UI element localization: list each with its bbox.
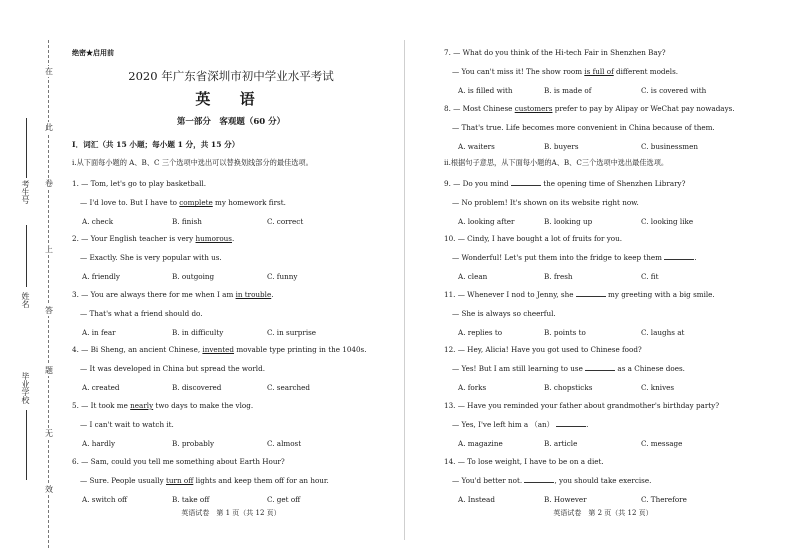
answer-option[interactable]: A. created — [82, 383, 120, 392]
question-text: 8. — Most Chinese — [444, 104, 515, 113]
page-1 — [72, 0, 390, 560]
instruction-2: ii.根据句子意思，从下面每小题的A、B、C三个选项中选出最佳选项。 — [444, 158, 669, 167]
underlined-word: humorous — [195, 234, 232, 243]
reply-text: — You'd better not. — [452, 476, 525, 485]
page-2 — [444, 0, 756, 560]
answer-option[interactable]: A. magazine — [458, 439, 503, 448]
binding-char: 效 — [45, 485, 53, 494]
underlined-word: is full of — [584, 67, 614, 76]
answer-option[interactable]: A. hardly — [82, 439, 116, 448]
question-stem — [444, 401, 719, 410]
question-stem — [72, 179, 206, 188]
question-reply — [80, 476, 329, 485]
answer-option[interactable]: C. message — [641, 439, 683, 448]
answer-blank — [664, 253, 697, 262]
question-reply — [452, 364, 685, 373]
question-stem — [72, 345, 367, 354]
question-reply — [452, 476, 651, 485]
question-text: 12. — Hey, Alicia! Have you got used to Chinese food? — [444, 345, 642, 354]
answer-option[interactable]: A. forks — [458, 383, 487, 392]
question-text: prefer to pay by Alipay or WeChat pay nowadays. — [552, 104, 735, 113]
question-stem — [444, 179, 685, 188]
reply-text: — She is always so cheerful. — [452, 309, 556, 318]
reply-text: — Sure. People usually — [80, 476, 166, 485]
question-reply — [80, 253, 222, 262]
page-2-footer: 英语试卷 第 2 页（共 12 页） — [553, 509, 653, 517]
question-reply — [452, 123, 715, 132]
question-stem — [72, 457, 285, 466]
question-stem — [72, 401, 253, 410]
page-divider — [404, 40, 405, 540]
answer-option[interactable]: A. is filled with — [458, 86, 513, 95]
answer-option[interactable]: C. looking like — [641, 217, 694, 226]
exam-title: 2020 年广东省深圳市初中学业水平考试 — [128, 69, 334, 83]
reply-text: my homework first. — [212, 198, 286, 207]
binding-dashed-line — [48, 40, 49, 548]
binding-char: 题 — [45, 366, 53, 375]
underlined-word: nearly — [130, 401, 154, 410]
answer-option[interactable]: B. article — [544, 439, 578, 448]
question-stem — [444, 48, 666, 57]
reply-text: . — [694, 253, 697, 262]
answer-option[interactable]: A. check — [82, 217, 114, 226]
page-1-footer: 英语试卷 第 1 页（共 12 页） — [181, 509, 281, 517]
question-text: two days to make the vlog. — [153, 401, 254, 410]
answer-option[interactable]: B. in difficulty — [172, 328, 224, 337]
reply-text: , you should take exercise. — [554, 476, 652, 485]
question-text: 11. — Whenever I nod to Jenny, she — [444, 290, 576, 299]
answer-option[interactable]: C. funny — [267, 272, 298, 281]
underlined-word: invented — [202, 345, 235, 354]
answer-option[interactable]: B. chopsticks — [544, 383, 593, 392]
question-text: 3. — You are always there for me when I am — [72, 290, 236, 299]
question-stem — [444, 104, 735, 113]
question-stem — [444, 345, 642, 354]
answer-option[interactable]: A. looking after — [458, 217, 515, 226]
question-reply — [80, 309, 203, 318]
answer-option[interactable]: B. buyers — [544, 142, 579, 151]
answer-option[interactable]: B. points to — [544, 328, 586, 337]
answer-option[interactable]: C. laughs at — [641, 328, 685, 337]
question-text: 4. — Bi Sheng, an ancient Chinese, — [72, 345, 203, 354]
answer-option[interactable]: A. waiters — [458, 142, 495, 151]
question-text: 5. — It took me — [72, 401, 131, 410]
answer-option[interactable]: B. discovered — [172, 383, 222, 392]
answer-blank — [556, 420, 589, 429]
answer-option[interactable]: A. friendly — [82, 272, 120, 281]
reply-text: as a Chinese does. — [615, 364, 685, 373]
reply-text: — Yes! But I am still learning to use — [452, 364, 586, 373]
section-heading: Ⅰ．词汇（共 15 小题；每小题 1 分，共 15 分） — [72, 140, 240, 149]
exam-no-line — [26, 118, 27, 178]
part-heading: 第一部分 客观题（60 分） — [176, 117, 286, 127]
reply-text: — You can't miss it! The show room — [452, 67, 585, 76]
reply-text: — It was developed in China but spread the world. — [80, 364, 265, 373]
answer-option[interactable]: C. in surprise — [267, 328, 317, 337]
reply-text: — Yes, I've left him a （an） — [452, 420, 557, 429]
question-text: 10. — Cindy, I have bought a lot of fruits for you. — [444, 234, 623, 243]
question-reply — [80, 420, 174, 429]
reply-text: — I'd love to. But I have to — [80, 198, 180, 207]
answer-blank — [576, 290, 606, 297]
question-text: 6. — Sam, could you tell me something about Earth Hour? — [72, 457, 285, 466]
underlined-word: turn off — [166, 476, 194, 485]
question-stem — [72, 234, 234, 243]
question-text: . — [271, 290, 274, 299]
binding-char: 在 — [45, 67, 53, 76]
reply-text: . — [586, 420, 589, 429]
answer-option[interactable]: C. fit — [641, 272, 659, 281]
answer-option[interactable]: B. However — [544, 495, 587, 504]
name-label: 姓名 — [21, 292, 30, 308]
question-stem — [444, 290, 715, 299]
reply-text: — I can't wait to watch it. — [80, 420, 174, 429]
question-reply — [452, 253, 697, 262]
answer-option[interactable]: C. get off — [267, 495, 301, 504]
answer-blank — [511, 179, 541, 186]
question-text: 13. — Have you reminded your father about grandmother's birthday party? — [444, 401, 720, 410]
reply-text: lights and keep them off for an hour. — [193, 476, 329, 485]
question-stem — [72, 290, 274, 299]
subject-title: 英 语 — [195, 90, 267, 108]
answer-option[interactable]: A. switch off — [82, 495, 128, 504]
answer-option[interactable]: A. in fear — [82, 328, 116, 337]
question-stem — [444, 234, 622, 243]
answer-option[interactable]: A. clean — [458, 272, 488, 281]
question-text: 7. — What do you think of the Hi-tech Fair in Shenzhen Bay? — [444, 48, 666, 57]
reply-text: different models. — [613, 67, 679, 76]
underlined-word: complete — [179, 198, 213, 207]
answer-blank — [524, 476, 554, 483]
question-text: 1. — Tom, let's go to play basketball. — [72, 179, 207, 188]
question-reply — [80, 198, 286, 207]
instruction: i.从下面每小题的 A、B、C 三个选项中选出可以替换划线部分的最佳选项。 — [72, 158, 313, 167]
school-line — [26, 410, 27, 480]
name-line — [26, 225, 27, 287]
binding-char: 卷 — [45, 179, 53, 188]
answer-option[interactable]: C. correct — [267, 217, 304, 226]
question-reply — [452, 420, 588, 429]
reply-text: — Wonderful! Let's put them into the fridge to keep them — [452, 253, 665, 262]
answer-option[interactable]: B. looking up — [544, 217, 593, 226]
reply-text: — That's true. Life becomes more convenient in China because of them. — [452, 123, 715, 132]
answer-option[interactable]: C. knives — [641, 383, 675, 392]
binding-char: 答 — [45, 306, 53, 315]
answer-option[interactable]: A. Instead — [458, 495, 495, 504]
binding-char: 上 — [45, 245, 53, 254]
reply-text: — That's what a friend should do. — [80, 309, 203, 318]
question-reply — [452, 309, 556, 318]
exam-no-label: 考生号 — [21, 180, 30, 204]
question-reply — [452, 198, 639, 207]
answer-option[interactable]: C. Therefore — [641, 495, 687, 504]
answer-option[interactable]: B. probably — [172, 439, 215, 448]
question-stem — [444, 457, 604, 466]
answer-option[interactable]: C. businessmen — [641, 142, 698, 151]
answer-option[interactable]: A. replies to — [458, 328, 503, 337]
reply-text: — No problem! It's shown on its website right now. — [452, 198, 639, 207]
underlined-word: in trouble — [235, 290, 272, 299]
binding-char: 无 — [45, 429, 53, 438]
answer-blank — [585, 364, 615, 371]
school-label: 毕业学校 — [21, 372, 30, 404]
answer-option[interactable]: B. fresh — [544, 272, 573, 281]
reply-text: — Exactly. She is very popular with us. — [80, 253, 222, 262]
question-reply — [452, 67, 678, 76]
question-text: 14. — To lose weight, I have to be on a diet. — [444, 457, 604, 466]
question-text: 9. — Do you mind — [444, 179, 511, 188]
question-reply — [80, 364, 265, 373]
question-text: movable type printing in the 1040s. — [234, 345, 367, 354]
answer-option[interactable]: B. is made of — [544, 86, 592, 95]
answer-option[interactable]: C. is covered with — [641, 86, 707, 95]
underlined-word: customers — [514, 104, 553, 113]
question-text: 2. — Your English teacher is very — [72, 234, 196, 243]
answer-option[interactable]: B. take off — [172, 495, 210, 504]
question-text: the opening time of Shenzhen Library? — [540, 179, 686, 188]
answer-option[interactable]: B. finish — [172, 217, 202, 226]
question-text: my greeting with a big smile. — [605, 290, 715, 299]
answer-option[interactable]: C. almost — [267, 439, 302, 448]
binding-char: 此 — [45, 123, 53, 132]
confidential-mark: 绝密★启用前 — [72, 48, 114, 57]
answer-option[interactable]: C. searched — [267, 383, 310, 392]
question-text: . — [232, 234, 235, 243]
answer-option[interactable]: B. outgoing — [172, 272, 215, 281]
